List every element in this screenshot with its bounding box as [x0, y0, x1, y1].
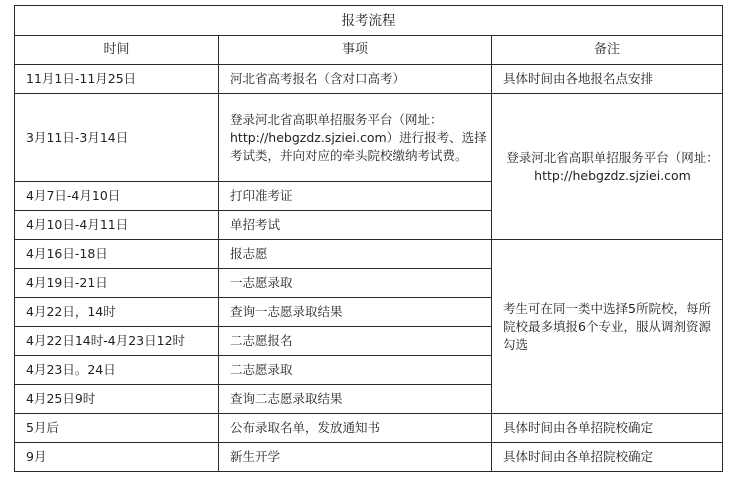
table-row — [15, 443, 723, 472]
note-cell: 具体时间由各单招院校确定 — [492, 443, 723, 472]
enrollment-process-table — [14, 5, 723, 472]
table-row — [15, 65, 723, 94]
time-cell: 5月后 — [15, 414, 219, 443]
event-cell: 报志愿 — [219, 240, 492, 269]
header-event: 事项 — [219, 36, 492, 65]
table-row — [15, 414, 723, 443]
event-cell: 查询一志愿录取结果 — [219, 298, 492, 327]
note-cell: 具体时间由各地报名点安排 — [492, 65, 723, 94]
event-cell: 查询二志愿录取结果 — [219, 385, 492, 414]
event-cell: 新生开学 — [219, 443, 492, 472]
event-cell: 河北省高考报名（含对口高考） — [219, 65, 492, 94]
time-cell: 4月22日，14时 — [15, 298, 219, 327]
table-row — [15, 240, 723, 269]
time-cell: 4月7日-4月10日 — [15, 182, 219, 211]
event-cell: 二志愿录取 — [219, 356, 492, 385]
time-cell: 9月 — [15, 443, 219, 472]
time-cell: 4月19日-21日 — [15, 269, 219, 298]
event-cell: 一志愿录取 — [219, 269, 492, 298]
note-cell: 具体时间由各单招院校确定 — [492, 414, 723, 443]
event-cell: 单招考试 — [219, 211, 492, 240]
header-note: 备注 — [492, 36, 723, 65]
time-cell: 11月1日-11月25日 — [15, 65, 219, 94]
table-title: 报考流程 — [15, 6, 723, 36]
time-cell: 3月11日-3月14日 — [15, 94, 219, 182]
event-cell: 打印准考证 — [219, 182, 492, 211]
time-cell: 4月25日9时 — [15, 385, 219, 414]
note-cell-merged-platform: 登录河北省高职单招服务平台（网址：http://hebgzdz.sjziei.com — [492, 94, 723, 240]
time-cell: 4月22日14时-4月23日12时 — [15, 327, 219, 356]
header-time: 时间 — [15, 36, 219, 65]
time-cell: 4月16日-18日 — [15, 240, 219, 269]
time-cell: 4月10日-4月11日 — [15, 211, 219, 240]
time-cell: 4月23日。24日 — [15, 356, 219, 385]
note-cell-merged-volunteer: 考生可在同一类中选择5所院校，每所院校最多填报6个专业，服从调剂资源勾选 — [492, 240, 723, 414]
event-cell: 二志愿报名 — [219, 327, 492, 356]
event-cell: 登录河北省高职单招服务平台（网址：http://hebgzdz.sjziei.com）进行报考、选择考试类，并向对应的牵头院校缴纳考试费。 — [219, 94, 492, 182]
table-row — [15, 94, 723, 182]
event-cell: 公布录取名单，发放通知书 — [219, 414, 492, 443]
